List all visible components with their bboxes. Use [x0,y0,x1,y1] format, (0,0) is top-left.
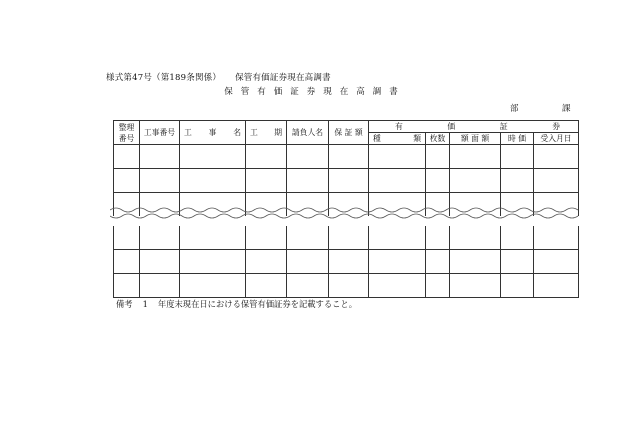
header-koki: 工 期 [246,121,287,145]
header-koji-mei: 工 事 名 [180,121,246,145]
table-row [114,169,579,193]
form-reference: （第189条関係） [152,73,222,83]
document-title: 保管有価証券現在高調書 [224,87,406,97]
form-header [106,71,331,83]
form-number: 様式第47号 [106,73,153,83]
remarks-text: 年度末現在日における保管有価証券を記載すること。 [157,299,358,309]
form-name: 保管有価証券現在高調書 [235,73,331,83]
header-jika: 時 価 [501,133,534,145]
remarks-label: 備考 [116,299,133,309]
header-maisu: 枚数 [426,133,450,145]
header-koji-bango: 工事番号 [140,121,180,145]
table-row [114,274,579,298]
header-yuka-shoken: 有 価 証 券 [369,121,579,133]
tear-line-bottom [110,212,582,220]
remarks-number: 1 [142,299,148,309]
header-hosho-gaku: 保 証 額 [329,121,369,145]
header-seiri-bango: 整理 番号 [114,121,140,145]
table-row [114,145,579,169]
header-ukeire: 受入月日 [534,133,579,145]
section-label: 課 [562,104,571,114]
remarks [116,298,367,310]
table-row [114,250,579,274]
header-gakumen: 額 面 額 [450,133,501,145]
table-row [114,226,579,250]
header-ukeoinin: 請負人名 [287,121,329,145]
department-label: 部 [510,104,519,114]
header-shurui: 種 類 [369,133,426,145]
